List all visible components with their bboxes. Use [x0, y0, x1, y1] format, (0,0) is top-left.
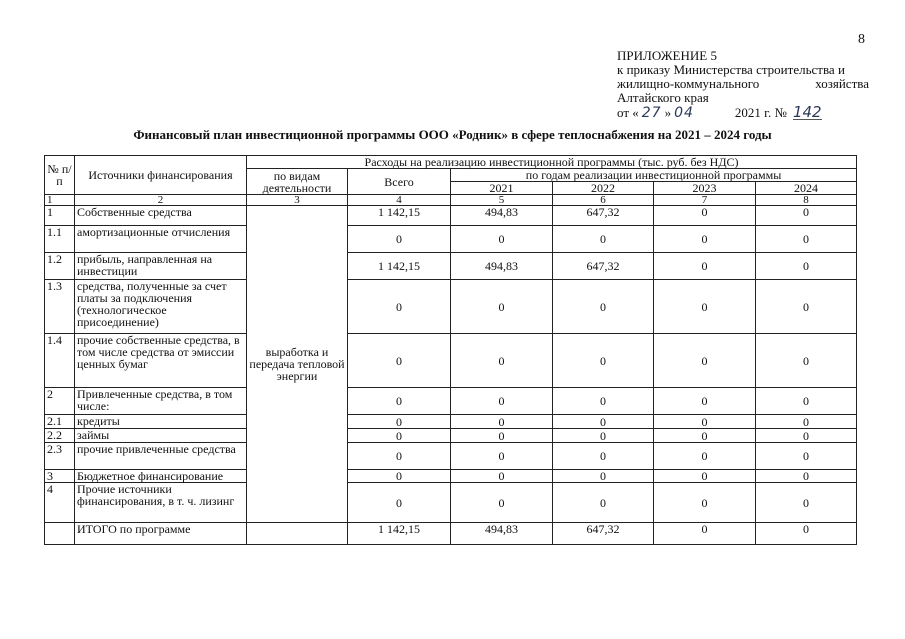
row-total: 0 — [348, 470, 451, 483]
row-2024: 0 — [756, 415, 857, 429]
row-2023: 0 — [654, 253, 756, 280]
row-2022: 0 — [553, 334, 654, 388]
row-source-name: Прочие источники финансирования, в т. ч. лизинг — [75, 483, 247, 523]
row-2022: 0 — [553, 470, 654, 483]
table-row — [45, 280, 857, 334]
header-year-2024: 2024 — [756, 182, 857, 195]
row-2024: 0 — [756, 280, 857, 334]
appendix-line-3: Алтайского края — [617, 90, 709, 105]
row-source-name: Бюджетное финансирование — [75, 470, 247, 483]
financial-plan-table — [44, 155, 857, 545]
index-cell: 2 — [75, 195, 247, 206]
index-cell: 5 — [451, 195, 553, 206]
header-activity: по видам деятельности — [247, 169, 348, 195]
table-row — [45, 388, 857, 415]
row-2024: 0 — [756, 443, 857, 470]
row-2023: 0 — [654, 415, 756, 429]
activity-cell: выработка и передача тепловой энергии — [247, 206, 348, 523]
row-2022: 0 — [553, 388, 654, 415]
row-2024: 0 — [756, 470, 857, 483]
row-2023: 0 — [654, 388, 756, 415]
row-total: 0 — [348, 388, 451, 415]
table-row — [45, 253, 857, 280]
index-cell: 3 — [247, 195, 348, 206]
appendix-line-2-left: жилищно-коммунального — [617, 76, 760, 91]
row-2023: 0 — [654, 206, 756, 226]
row-2023: 0 — [654, 429, 756, 443]
table-row — [45, 334, 857, 388]
row-source-name: средства, полученные за счет платы за подключения (технологическое присоединение) — [75, 280, 247, 334]
row-2021: 494,83 — [451, 523, 553, 545]
handwritten-month: 04 — [674, 105, 694, 121]
index-cell: 4 — [348, 195, 451, 206]
row-2022: 647,32 — [553, 206, 654, 226]
row-source-name: ИТОГО по программе — [75, 523, 247, 545]
row-2021: 494,83 — [451, 206, 553, 226]
row-2023: 0 — [654, 470, 756, 483]
row-total: 0 — [348, 443, 451, 470]
row-2023: 0 — [654, 443, 756, 470]
document-title: Финансовый план инвестиционной программы ООО «Родник» в сфере теплоснабжения на 2021 – 2024 годы — [133, 127, 772, 142]
date-prefix: от — [617, 105, 630, 120]
row-source-name: займы — [75, 429, 247, 443]
index-cell: 6 — [553, 195, 654, 206]
row-source-name: прочие собственные средства, в том числе средства от эмиссии ценных бумаг — [75, 334, 247, 388]
row-2024: 0 — [756, 206, 857, 226]
row-number: 1.4 — [45, 334, 75, 388]
row-2022: 0 — [553, 226, 654, 253]
row-2024: 0 — [756, 226, 857, 253]
row-total: 0 — [348, 226, 451, 253]
appendix-block — [617, 49, 869, 120]
header-year-2022: 2022 — [553, 182, 654, 195]
header-expenses: Расходы на реализацию инвестиционной программы (тыс. руб. без НДС) — [247, 156, 857, 169]
table-row — [45, 226, 857, 253]
header-num: № п/п — [45, 156, 75, 195]
row-2024: 0 — [756, 388, 857, 415]
row-2021: 0 — [451, 483, 553, 523]
table-row — [45, 206, 857, 226]
header-year-2023: 2023 — [654, 182, 756, 195]
order-date-line: от « 27 » 04 2021 г. № 142 — [617, 103, 822, 121]
row-number: 2.2 — [45, 429, 75, 443]
row-source-name: Привлеченные средства, в том числе: — [75, 388, 247, 415]
row-source-name: прибыль, направленная на инвестиции — [75, 253, 247, 280]
row-2022: 647,32 — [553, 523, 654, 545]
row-number: 3 — [45, 470, 75, 483]
row-2021: 0 — [451, 226, 553, 253]
row-2021: 0 — [451, 429, 553, 443]
table-row — [45, 523, 857, 545]
row-2024: 0 — [756, 334, 857, 388]
row-total: 1 142,15 — [348, 253, 451, 280]
row-number: 2.3 — [45, 443, 75, 470]
activity-cell-empty — [247, 523, 348, 545]
row-2024: 0 — [756, 253, 857, 280]
row-number: 1.1 — [45, 226, 75, 253]
header-by-years: по годам реализации инвестиционной программы — [451, 169, 857, 182]
row-2022: 0 — [553, 429, 654, 443]
row-2021: 0 — [451, 443, 553, 470]
row-2021: 0 — [451, 470, 553, 483]
row-2021: 494,83 — [451, 253, 553, 280]
row-2021: 0 — [451, 415, 553, 429]
page-number: 8 — [858, 32, 865, 47]
table-row — [45, 443, 857, 470]
header-total: Всего — [348, 169, 451, 195]
row-source-name: прочие привлеченные средства — [75, 443, 247, 470]
header-source: Источники финансирования — [75, 156, 247, 195]
row-total: 0 — [348, 415, 451, 429]
row-2023: 0 — [654, 483, 756, 523]
appendix-title: ПРИЛОЖЕНИЕ 5 — [617, 48, 717, 63]
column-index-row — [45, 195, 857, 206]
row-2023: 0 — [654, 226, 756, 253]
appendix-line-2-right: хозяйства — [815, 76, 869, 91]
row-2023: 0 — [654, 334, 756, 388]
row-2022: 0 — [553, 280, 654, 334]
row-2021: 0 — [451, 388, 553, 415]
row-number: 1.3 — [45, 280, 75, 334]
date-suffix: 2021 г. № — [734, 105, 787, 120]
row-2024: 0 — [756, 429, 857, 443]
table-row — [45, 483, 857, 523]
index-cell: 7 — [654, 195, 756, 206]
index-cell: 8 — [756, 195, 857, 206]
row-total: 1 142,15 — [348, 523, 451, 545]
row-source-name: кредиты — [75, 415, 247, 429]
row-total: 0 — [348, 483, 451, 523]
table-row — [45, 470, 857, 483]
appendix-line-2 — [617, 77, 869, 91]
row-2023: 0 — [654, 523, 756, 545]
appendix-line-1: к приказу Министерства строительства и — [617, 62, 845, 77]
row-number: 1 — [45, 206, 75, 226]
handwritten-day: 27 — [641, 105, 662, 121]
row-2022: 0 — [553, 415, 654, 429]
row-2024: 0 — [756, 523, 857, 545]
table-row — [45, 415, 857, 429]
row-total: 1 142,15 — [348, 206, 451, 226]
row-source-name: амортизационные отчисления — [75, 226, 247, 253]
row-2022: 0 — [553, 443, 654, 470]
row-total: 0 — [348, 429, 451, 443]
row-source-name: Собственные средства — [75, 206, 247, 226]
row-2024: 0 — [756, 483, 857, 523]
row-2022: 647,32 — [553, 253, 654, 280]
row-number: 1.2 — [45, 253, 75, 280]
index-cell: 1 — [45, 195, 75, 206]
row-2021: 0 — [451, 280, 553, 334]
handwritten-order-number: 142 — [792, 103, 822, 121]
table-row — [45, 429, 857, 443]
row-2023: 0 — [654, 280, 756, 334]
row-number: 4 — [45, 483, 75, 523]
row-total: 0 — [348, 280, 451, 334]
row-2021: 0 — [451, 334, 553, 388]
row-number — [45, 523, 75, 545]
row-total: 0 — [348, 334, 451, 388]
row-number: 2.1 — [45, 415, 75, 429]
row-number: 2 — [45, 388, 75, 415]
row-2022: 0 — [553, 483, 654, 523]
header-year-2021: 2021 — [451, 182, 553, 195]
